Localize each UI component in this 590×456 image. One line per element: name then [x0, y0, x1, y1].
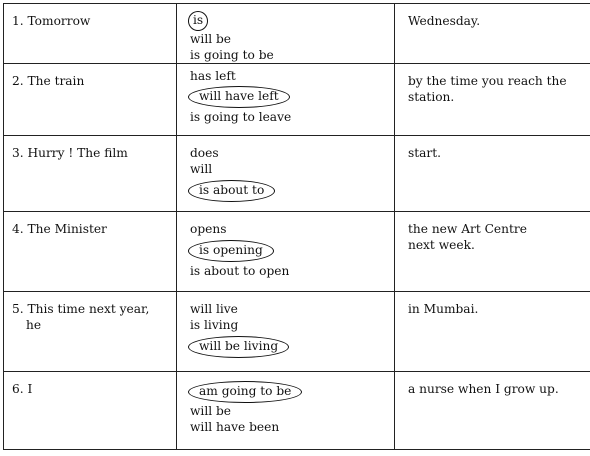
subject-cell: [4, 292, 177, 372]
ending-text-cont: station.: [408, 90, 455, 104]
subject-cell: [4, 212, 177, 292]
ending-cell: [395, 4, 590, 64]
option: is going to leave: [190, 110, 292, 124]
subject-cell: [4, 64, 177, 136]
option-circled: [190, 180, 394, 202]
option: has left: [190, 69, 236, 83]
option: does: [190, 146, 219, 160]
option: opens: [190, 222, 227, 236]
option: will have been: [190, 420, 280, 434]
option-circled: [190, 336, 394, 358]
ending-text: Wednesday.: [408, 14, 481, 28]
table-row: [4, 136, 590, 212]
option-circled: [190, 381, 394, 403]
subject-text: 5. This time next year,: [12, 302, 150, 316]
subject-text: 6. I: [12, 382, 33, 396]
ending-text: start.: [408, 146, 442, 160]
option: is going to be: [190, 48, 274, 62]
subject-text: 2. The train: [12, 74, 85, 88]
option-circled: [190, 240, 394, 262]
circled-answer: will be living: [188, 336, 289, 358]
options-cell: [177, 212, 395, 292]
circled-answer: will have left: [188, 86, 290, 108]
option-circled: [190, 11, 394, 31]
ending-cell: [395, 292, 590, 372]
circled-answer: is about to: [188, 180, 275, 202]
subject-cell: [4, 372, 177, 450]
ending-text: a nurse when I grow up.: [408, 382, 559, 396]
subject-text-cont: he: [26, 318, 42, 332]
options-cell: [177, 4, 395, 64]
table-row: [4, 292, 590, 372]
options-cell: [177, 292, 395, 372]
circled-answer: is: [188, 11, 208, 31]
option-circled: [190, 86, 394, 108]
ending-cell: [395, 136, 590, 212]
option: will: [190, 162, 213, 176]
options-cell: [177, 136, 395, 212]
ending-text: by the time you reach the: [408, 74, 567, 88]
option: will live: [190, 302, 238, 316]
tense-choice-table: [3, 3, 590, 450]
subject-cell: [4, 4, 177, 64]
option: will be: [190, 32, 232, 46]
ending-text: the new Art Centre: [408, 222, 527, 236]
table-row: [4, 64, 590, 136]
options-cell: [177, 64, 395, 136]
circled-answer: is opening: [188, 240, 274, 262]
subject-text: 1. Tomorrow: [12, 14, 91, 28]
option: is about to open: [190, 264, 290, 278]
subject-cell: [4, 136, 177, 212]
ending-cell: [395, 372, 590, 450]
option: will be: [190, 404, 232, 418]
subject-text: 3. Hurry ! The film: [12, 146, 128, 160]
table-row: [4, 4, 590, 64]
ending-cell: [395, 64, 590, 136]
ending-text-cont: next week.: [408, 238, 475, 252]
ending-cell: [395, 212, 590, 292]
subject-text: 4. The Minister: [12, 222, 107, 236]
option: is living: [190, 318, 239, 332]
circled-answer: am going to be: [188, 381, 302, 403]
table-row: [4, 372, 590, 450]
ending-text: in Mumbai.: [408, 302, 479, 316]
table-row: [4, 212, 590, 292]
options-cell: [177, 372, 395, 450]
